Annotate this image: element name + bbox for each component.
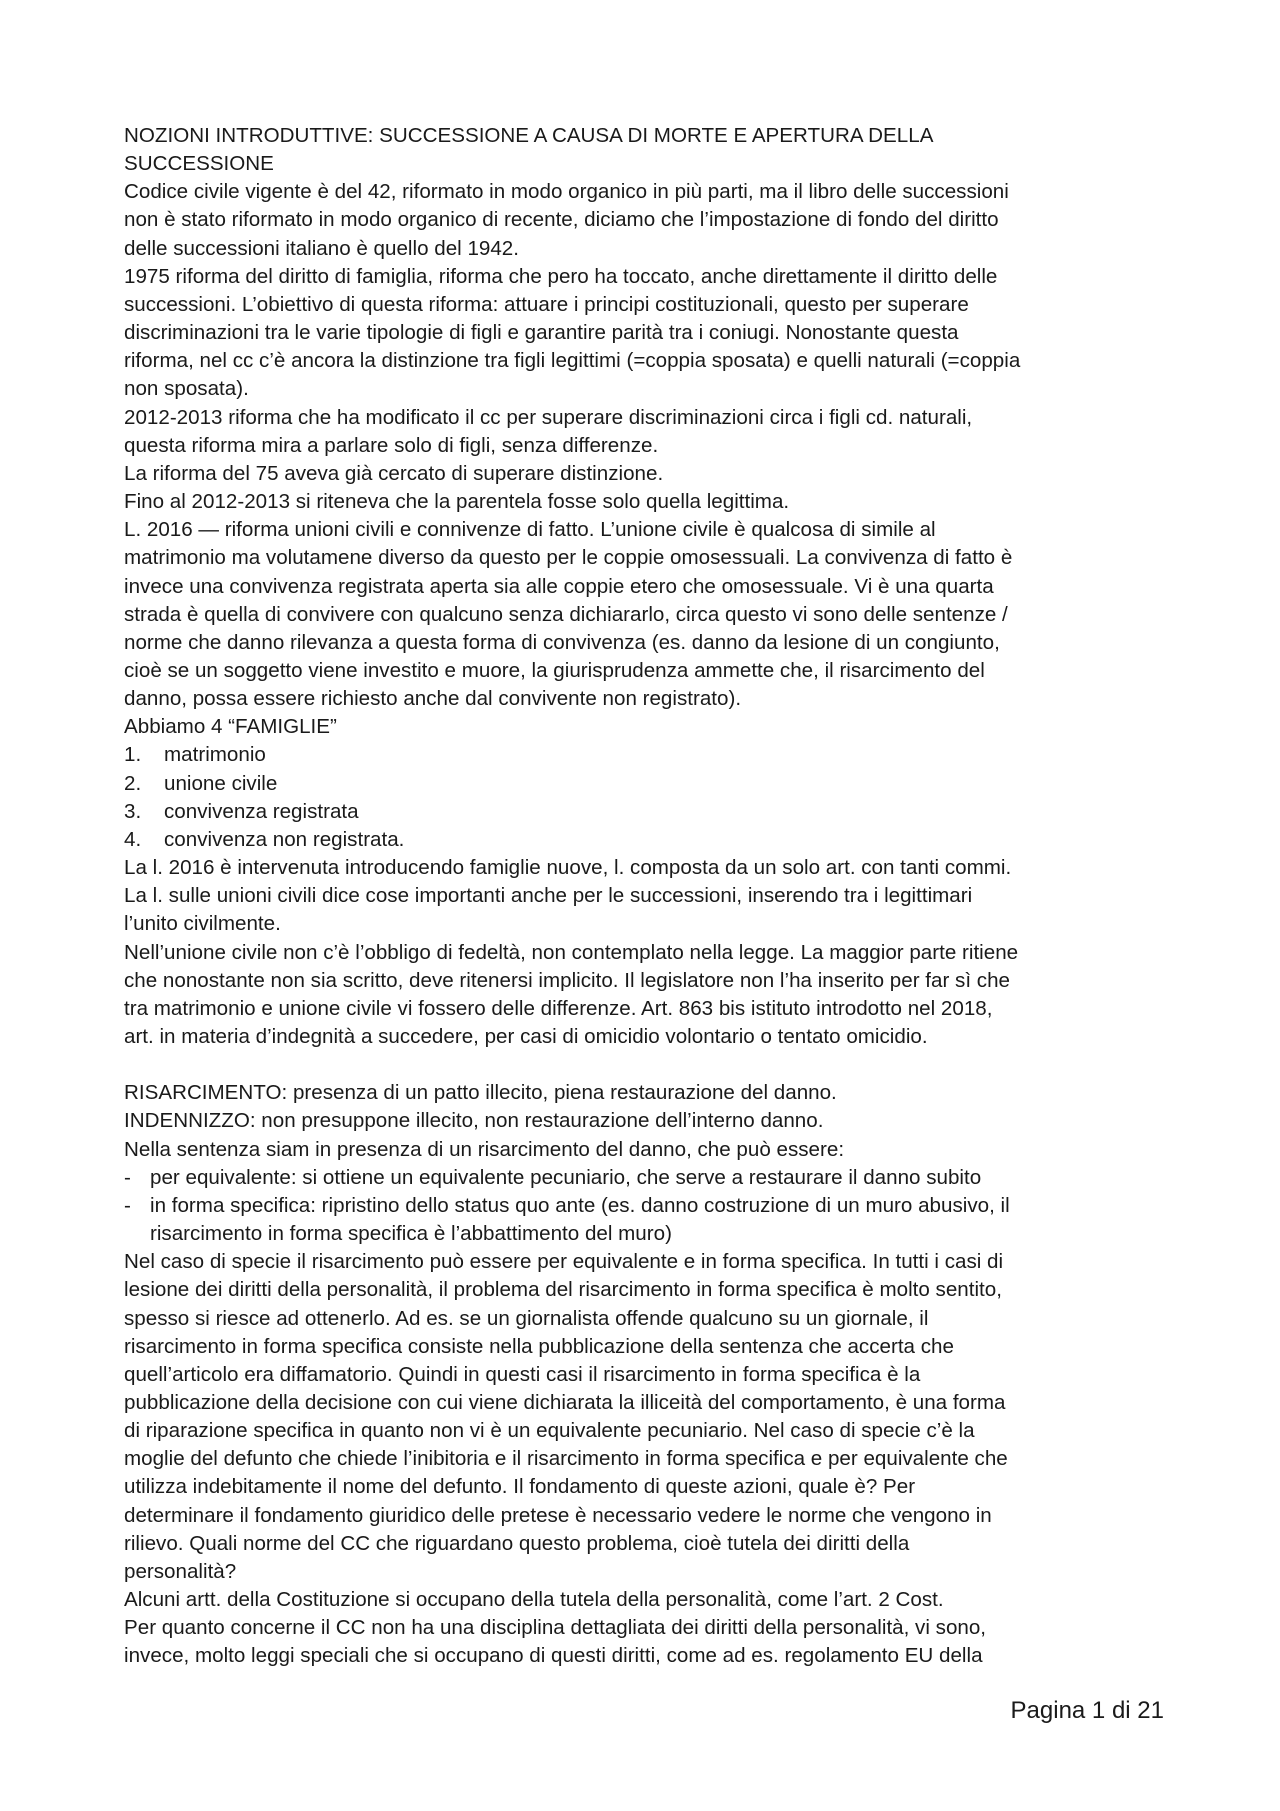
text-line: Nel caso di specie il risarcimento può essere per equivalente e in forma specifica. In tutti i casi di: [124, 1250, 1004, 1274]
text-line: Fino al 2012-2013 si riteneva che la parentela fosse solo quella legittima.: [124, 490, 790, 514]
text-line: Nell’unione civile non c’è l’obbligo di fedeltà, non contemplato nella legge. La maggior parte ritiene: [124, 940, 1019, 964]
list-number: 1.: [124, 743, 142, 767]
paragraph-gap: [124, 1051, 1164, 1079]
text-line: NOZIONI INTRODUTTIVE: SUCCESSIONE A CAUSA DI MORTE E APERTURA DELLA: [124, 124, 934, 147]
text-line: l’unito civilmente.: [124, 912, 281, 936]
dash-bullet: -: [124, 1193, 131, 1217]
text-line: riforma, nel cc c’è ancora la distinzione tra figli legittimi (=coppia sposata) e quelli naturali (=coppia: [124, 349, 1021, 373]
text-line: norme che danno rilevanza a questa forma di convivenza (es. danno da lesione di un congiunto,: [124, 630, 1000, 654]
text-line: lesione dei diritti della personalità, il problema del risarcimento in forma specifica è molto sentito,: [124, 1278, 1002, 1302]
text-line: Alcuni artt. della Costituzione si occupano della tutela della personalità, come l’art. 2 Cost.: [124, 1588, 944, 1612]
text-line: 1975 riforma del diritto di famiglia, riforma che pero ha toccato, anche direttamente il diritto delle: [124, 264, 998, 288]
personalita-section: [124, 1248, 1164, 1670]
text-line: questa riforma mira a parlare solo di figli, senza differenze.: [124, 433, 659, 457]
text-line: che nonostante non sia scritto, deve ritenersi implicito. Il legislatore non l’ha inserito per far sì che: [124, 968, 1010, 992]
unioni-civili-section: [124, 854, 1164, 1051]
text-line: delle successioni italiano è quello del 1942.: [124, 236, 519, 260]
text-line: L. 2016 — riforma unioni civili e connivenze di fatto. L’unione civile è qualcosa di simile al: [124, 518, 936, 542]
text-line: Per quanto concerne il CC non ha una disciplina dettagliata dei diritti della personalità, vi sono,: [124, 1616, 987, 1640]
bullet-item: [124, 1192, 1164, 1220]
text-line: discriminazioni tra le varie tipologie di figli e garantire parità tra i coniugi. Nonostante questa: [124, 321, 959, 345]
list-text: convivenza non registrata.: [164, 827, 405, 851]
text-line: invece, molto leggi speciali che si occupano di questi diritti, come ad es. regolamento EU della: [124, 1644, 983, 1668]
text-line: risarcimento in forma specifica consiste nella pubblicazione della sentenza che accerta che: [124, 1334, 954, 1358]
list-item: [124, 798, 1164, 826]
text-line: determinare il fondamento giuridico delle pretese è necessario vedere le norme che vengono in: [124, 1503, 992, 1527]
list-text: matrimonio: [164, 743, 266, 767]
bullet-text: per equivalente: si ottiene un equivalente pecuniario, che serve a restaurare il danno subito: [150, 1165, 982, 1189]
text-line: strada è quella di convivere con qualcuno senza dichiararlo, circa questo vi sono delle sentenze /: [124, 602, 1008, 626]
list-number: 4.: [124, 827, 142, 851]
text-line: pubblicazione della decisione con cui viene dichiarata la illiceità del comportamento, è una forma: [124, 1391, 1006, 1415]
bullet-text: in forma specifica: ripristino dello status quo ante (es. danno costruzione di un muro abusivo, il: [150, 1193, 1010, 1217]
text-line: cioè se un soggetto viene investito e muore, la giurisprudenza ammette che, il risarcimento del: [124, 658, 985, 682]
intro-section: [124, 122, 1164, 741]
text-line: danno, possa essere richiesto anche dal convivente non registrato).: [124, 687, 742, 711]
list-text: unione civile: [164, 771, 278, 795]
text-line: matrimonio ma volutamene diverso da questo per le coppie omosessuali. La convivenza di fatto è: [124, 546, 1013, 570]
text-line: RISARCIMENTO: presenza di un patto illecito, piena restaurazione del danno.: [124, 1081, 837, 1105]
text-line: utilizza indebitamente il nome del defunto. Il fondamento di queste azioni, quale è? Per: [124, 1475, 916, 1499]
text-line: Nella sentenza siam in presenza di un risarcimento del danno, che può essere:: [124, 1137, 845, 1161]
risarcimento-section: [124, 1079, 1164, 1163]
text-line: rilievo. Quali norme del CC che riguardano questo problema, cioè tutela dei diritti della: [124, 1531, 910, 1555]
list-item: [124, 741, 1164, 769]
text-line: non sposata).: [124, 377, 249, 401]
text-line: La riforma del 75 aveva già cercato di superare distinzione.: [124, 461, 664, 485]
text-line: moglie del defunto che chiede l’inibitoria e il risarcimento in forma specifica e per equivalente che: [124, 1447, 1008, 1471]
text-line: non è stato riformato in modo organico di recente, diciamo che l’impostazione di fondo del diritto: [124, 208, 999, 232]
text-line: 2012-2013 riforma che ha modificato il cc per superare discriminazioni circa i figli cd. naturali,: [124, 405, 973, 429]
families-list: [124, 741, 1164, 854]
text-line: SUCCESSIONE: [124, 152, 274, 176]
list-number: 2.: [124, 771, 142, 795]
list-number: 3.: [124, 799, 142, 823]
bullet-item: [124, 1164, 1164, 1192]
document-body: [124, 122, 1164, 1671]
bullet-continuation: risarcimento in forma specifica è l’abbattimento del muro): [150, 1222, 672, 1246]
list-text: convivenza registrata: [164, 799, 359, 823]
text-line: tra matrimonio e unione civile vi fossero delle differenze. Art. 863 bis istituto introdotto nel 2018,: [124, 996, 993, 1020]
text-line: art. in materia d’indegnità a succedere, per casi di omicidio volontario o tentato omicidio.: [124, 1025, 928, 1048]
text-line: La l. 2016 è intervenuta introducendo famiglie nuove, l. composta da un solo art. con tanti commi.: [124, 856, 1012, 880]
text-line: Abbiamo 4 “FAMIGLIE”: [124, 715, 337, 739]
list-item: [124, 826, 1164, 854]
text-line: Codice civile vigente è del 42, riformato in modo organico in più parti, ma il libro delle successioni: [124, 180, 1009, 204]
text-line: INDENNIZZO: non presuppone illecito, non restaurazione dell’interno danno.: [124, 1109, 824, 1133]
text-line: quell’articolo era diffamatorio. Quindi in questi casi il risarcimento in forma specifica è la: [124, 1362, 921, 1386]
text-line: successioni. L’obiettivo di questa riforma: attuare i principi costituzionali, questo per superare: [124, 292, 969, 316]
list-item: [124, 770, 1164, 798]
text-line: spesso si riesce ad ottenerlo. Ad es. se un giornalista offende qualcuno su un giornale, il: [124, 1306, 929, 1330]
dash-bullet: -: [124, 1165, 131, 1189]
text-line: di riparazione specifica in quanto non vi è un equivalente pecuniario. Nel caso di specie c’è la: [124, 1419, 975, 1443]
text-line: invece una convivenza registrata aperta sia alle coppie etero che omosessuale. Vi è una quarta: [124, 574, 994, 598]
page-number: Pagina 1 di 21: [1010, 1697, 1164, 1724]
text-line: La l. sulle unioni civili dice cose importanti anche per le successioni, inserendo tra i legittimari: [124, 884, 973, 908]
text-line: personalità?: [124, 1559, 237, 1583]
